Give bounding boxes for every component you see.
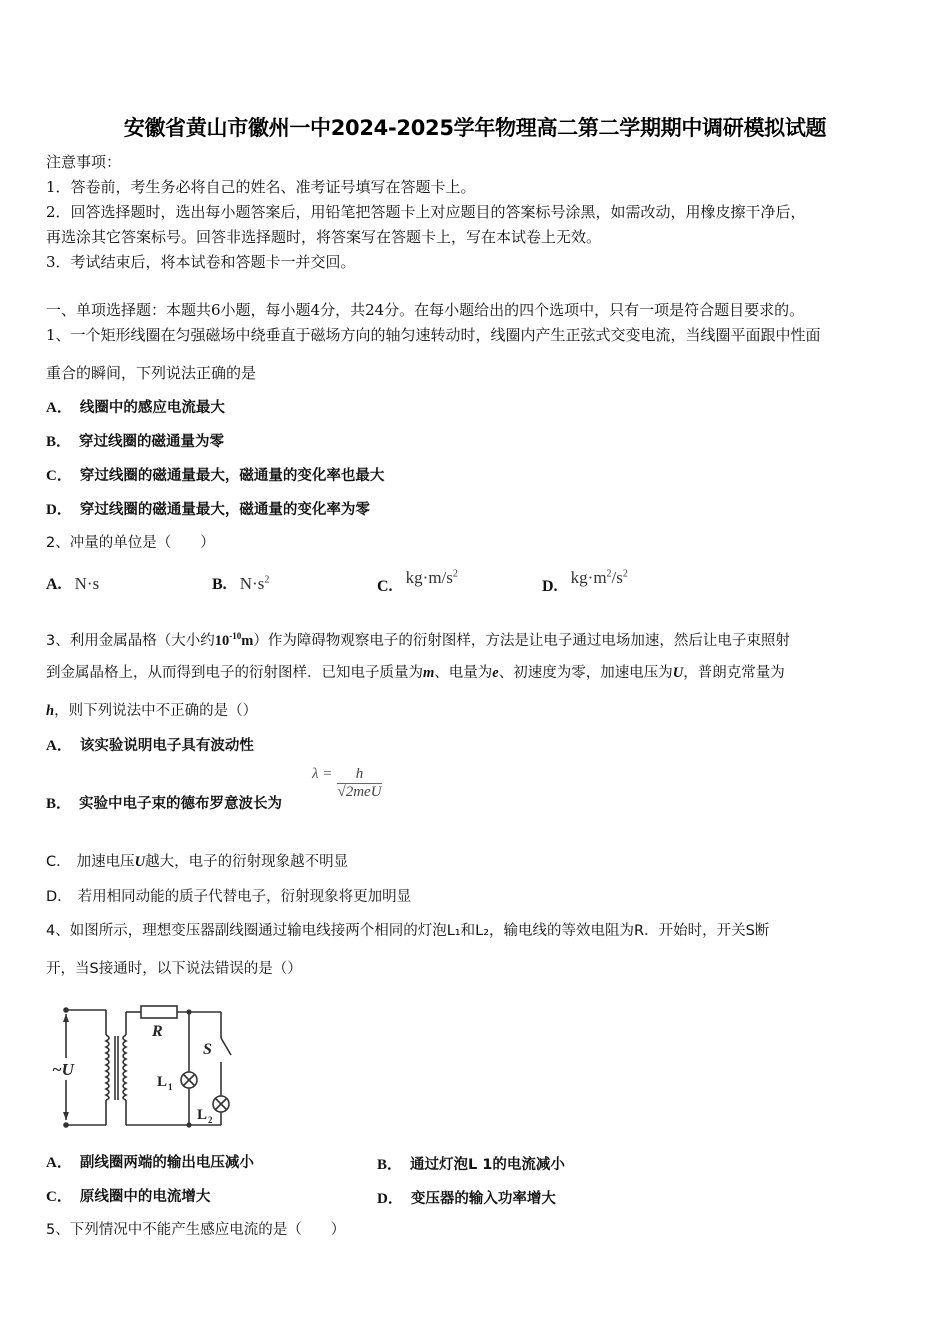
formula-base: N·s [239, 574, 265, 593]
stem-text: 、初速度为零，加速电压为 [498, 665, 673, 681]
variable: e [492, 665, 499, 681]
option-d[interactable] [542, 568, 628, 595]
option-b[interactable] [46, 794, 282, 813]
lamp1-subscript: 1 [168, 1082, 173, 1092]
option-c[interactable] [46, 853, 348, 871]
resistor-label: R [152, 1023, 163, 1040]
notice-item: 1．答卷前，考生务必将自己的姓名、准考证号填写在答题卡上。 [46, 178, 476, 196]
option-formula [240, 574, 270, 593]
option-text: 穿过线圈的磁通量最大，磁通量的变化率为零 [79, 502, 370, 518]
option-formula [571, 568, 628, 587]
option-d[interactable] [46, 500, 370, 519]
option-c[interactable] [46, 1187, 210, 1206]
option-label: A． [46, 400, 72, 416]
stem-text: ，则下列说法中不正确的是（） [54, 703, 258, 719]
option-formula [406, 568, 458, 587]
question-stem: 开，当S接通时，以下说法错误的是（） [46, 961, 302, 977]
question-stem [46, 627, 790, 650]
option-label: B． [46, 434, 72, 450]
formula-base: kg·m/s [405, 568, 453, 587]
option-a[interactable] [46, 574, 99, 594]
option-label: B. [212, 576, 227, 593]
formula-base: /s [611, 568, 623, 587]
formula-exponent: 2 [452, 568, 458, 580]
formula-lhs: λ = [312, 766, 333, 782]
option-b[interactable] [46, 432, 224, 451]
stem-quantity: $10^{-10}m$ [214, 631, 254, 649]
option-formula: N·s [74, 574, 100, 593]
section-heading: 一、单项选择题：本题共6小题，每小题4分，共24分。在每小题给出的四个选项中，只有一项是符合题目要求的。 [46, 301, 805, 319]
option-d[interactable] [46, 888, 411, 906]
formula-numerator: h [337, 766, 381, 784]
de-broglie-formula [312, 766, 382, 801]
stem-text: ，普朗克常量为 [683, 665, 785, 681]
notice-item: 2．回答选择题时，选出每小题答案后，用铅笔把答题卡上对应题目的答案标号涂黑，如需改动，用橡皮擦干净后， [46, 203, 806, 221]
option-label: D． [46, 889, 72, 905]
notice-item: 3．考试结束后，将本试卷和答题卡一并交回。 [46, 253, 356, 271]
option-text: 若用相同动能的质子代替电子，衍射现象将更加明显 [77, 889, 412, 905]
option-text: 越大，电子的衍射现象越不明显 [145, 854, 349, 870]
option-text: 实验中电子束的德布罗意波长为 [79, 796, 283, 812]
option-d[interactable] [377, 1187, 556, 1208]
transformer-circuit-diagram [46, 1000, 236, 1135]
stem-text: 到金属晶格上，从而得到电子的衍射图样．已知电子质量为 [46, 665, 423, 681]
option-label: A． [46, 738, 72, 754]
option-text: 穿过线圈的磁通量最大，磁通量的变化率也最大 [79, 468, 385, 484]
option-label: A. [46, 576, 62, 593]
stem-text: ）作为障碍物观察电子的衍射图样，方法是让电子通过电场加速，然后让电子束照射 [253, 632, 790, 649]
question-stem: 4、如图所示，理想变压器副线圈通过输电线接两个相同的灯泡L₁和L₂，输电线的等效电阻为R．开始时，开关S断 [46, 923, 770, 939]
option-text: 副线圈两端的输出电压减小 [79, 1155, 254, 1171]
option-text: 原线圈中的电流增大 [79, 1189, 211, 1205]
stem-text: 3、利用金属晶格（大小约 [46, 632, 215, 649]
notice-item: 再选涂其它答案标号。回答非选择题时，将答案写在答题卡上，写在本试卷上无效。 [46, 228, 602, 246]
option-c[interactable] [377, 568, 458, 595]
formula-fraction [337, 766, 381, 801]
option-label: A． [46, 1155, 72, 1171]
option-label: D． [46, 502, 72, 518]
formula-exponent: 2 [622, 568, 628, 580]
question-stem: 2、冲量的单位是（ ） [46, 535, 215, 551]
notice-heading: 注意事项： [46, 153, 122, 171]
lamp2-subscript: 2 [208, 1115, 213, 1125]
option-text: 该实验说明电子具有波动性 [79, 738, 254, 754]
option-text: 加速电压 [76, 854, 135, 870]
option-a[interactable] [46, 736, 254, 755]
option-label: C． [46, 854, 71, 870]
lamp1-label: L [157, 1074, 168, 1090]
page-title: 安徽省黄山市徽州一中2024-2025学年物理高二第二学期期中调研模拟试题 [123, 116, 827, 140]
formula-exponent: 2 [606, 568, 612, 580]
question-stem: 重合的瞬间，下列说法正确的是 [46, 364, 257, 382]
option-text: 线圈中的感应电流最大 [79, 400, 225, 416]
option-label: C． [46, 1189, 72, 1205]
option-label: D. [542, 578, 558, 595]
option-a[interactable] [46, 398, 225, 417]
option-c[interactable] [46, 466, 384, 485]
question-stem [46, 702, 257, 720]
variable: U [672, 665, 684, 681]
variable: m [423, 665, 435, 681]
source-label: ~U [52, 1060, 74, 1079]
option-label: B． [377, 1157, 403, 1173]
question-stem: 5、下列情况中不能产生感应电流的是（ ） [46, 1222, 346, 1238]
lamp2-label: L [197, 1107, 208, 1123]
formula-exponent: 2 [264, 574, 270, 586]
formula-base: kg·m [570, 568, 607, 587]
option-label: C. [377, 578, 393, 595]
option-b[interactable] [212, 574, 269, 594]
question-stem [46, 664, 785, 682]
variable: U [134, 854, 146, 870]
option-text: 穿过线圈的磁通量为零 [79, 434, 225, 450]
option-text: 通过灯泡L 1的电流减小 [410, 1157, 565, 1173]
option-label: D． [377, 1191, 403, 1207]
option-label: C． [46, 468, 72, 484]
option-a[interactable] [46, 1153, 254, 1172]
formula-denominator: √2meU [337, 784, 382, 800]
stem-text: 、电量为 [434, 665, 493, 681]
option-label: B． [46, 796, 72, 812]
variable: h [46, 703, 55, 719]
option-text: 变压器的输入功率增大 [410, 1191, 556, 1207]
option-b[interactable] [377, 1153, 565, 1174]
question-stem: 1、一个矩形线圈在匀强磁场中绕垂直于磁场方向的轴匀速转动时，线圈内产生正弦式交变电流，当线圈平面跟中性面 [46, 326, 821, 344]
switch-label: S [203, 1041, 212, 1058]
